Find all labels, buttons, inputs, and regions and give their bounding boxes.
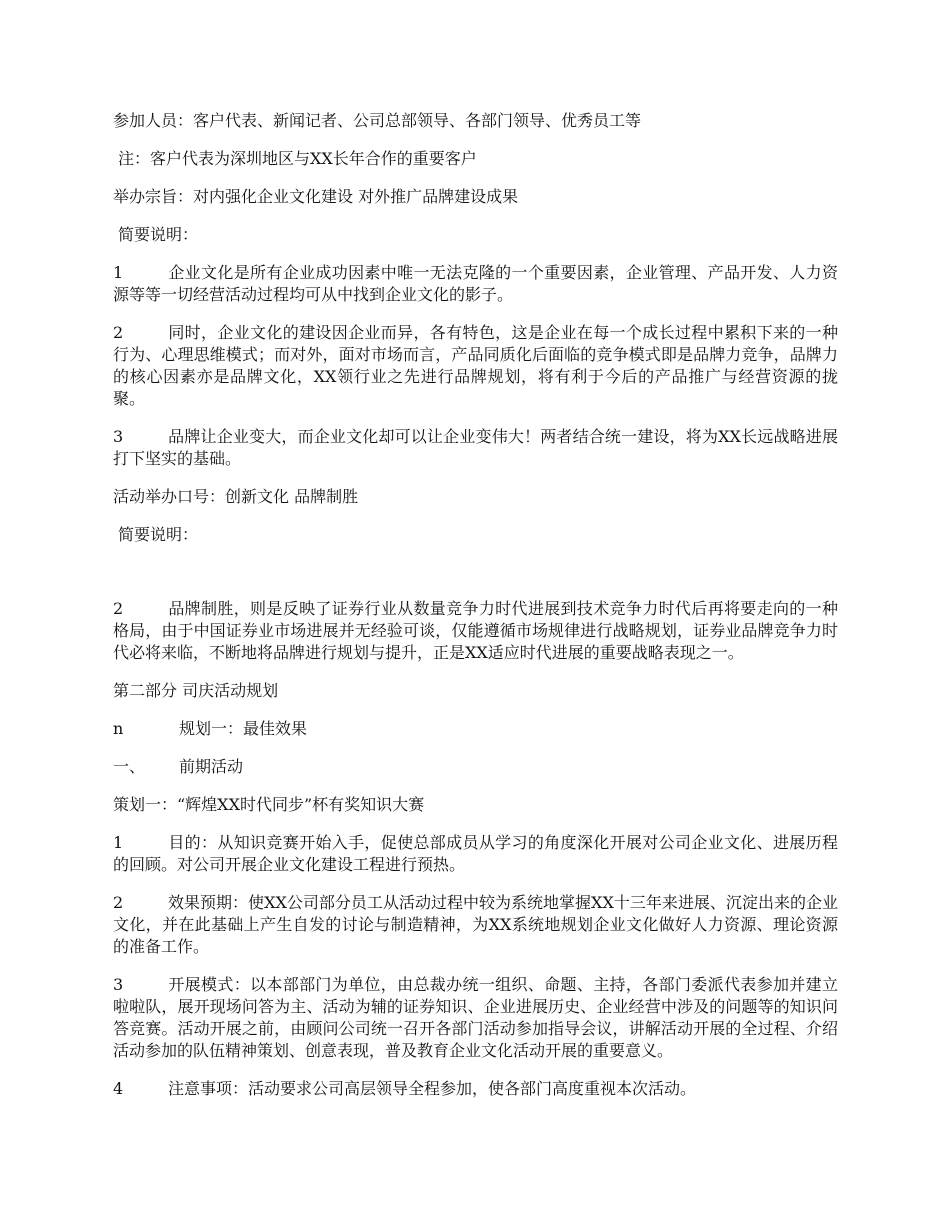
item-number: 1 — [113, 263, 124, 282]
document-body — [113, 110, 838, 1116]
item-number: 2 — [113, 323, 124, 342]
item-number: 1 — [113, 833, 124, 852]
item-text: 注意事项：活动要求公司高层领导全程参加，使各部门高度重视本次活动。 — [168, 1079, 697, 1098]
list-item — [113, 262, 838, 306]
list-item — [113, 598, 838, 664]
list-item — [113, 892, 838, 958]
item-number: n — [113, 719, 124, 738]
section-heading: 第二部分 司庆活动规划 — [113, 681, 279, 700]
item-text: 企业文化是所有企业成功因素中唯一无法克隆的一个重要因素，企业管理、产品开发、人力资源等等一切经营活动过程均可从中找到企业文化的影子。 — [113, 263, 838, 304]
list-item — [113, 322, 838, 410]
note-line: 注：客户代表为深圳地区与XX长年合作的重要客户 — [118, 149, 477, 168]
item-number: 2 — [113, 893, 124, 912]
item-text: 品牌让企业变大，而企业文化却可以让企业变伟大！两者结合统一建设，将为XX长远战略进展打下坚实的基础。 — [113, 427, 838, 468]
item-text: 同时，企业文化的建设因企业而异，各有特色，这是企业在每一个成长过程中累积下来的一种行为、心理思维模式；而对外，面对市场而言，产品同质化后面临的竞争模式即是品牌力竞争，品牌力的核心因素亦是品牌文化，XX领行业之先进行品牌规划，将有利于今后的产品推广与经营资源的拢聚。 — [113, 323, 838, 408]
item-text: 品牌制胜，则是反映了证券行业从数量竞争力时代进展到技术竞争力时代后再将要走向的一种格局，由于中国证券业市场进展并无经验可谈，仅能遵循市场规律进行战略规划，证券业品牌竞争力时代必将来临，不断地将品牌进行规划与提升，正是XX适应时代进展的重要战略表现之一。 — [113, 599, 838, 662]
slogan-line: 活动举办口号：创新文化 品牌制胜 — [113, 487, 359, 506]
item-text: 前期活动 — [179, 757, 244, 776]
item-text: 开展模式：以本部部门为单位，由总裁办统一组织、命题、主持，各部门委派代表参加并建立啦啦队，展开现场问答为主、活动为辅的证券知识、企业进展历史、企业经营中涉及的问题等的知识问答竞赛。活动开展之前，由顾问公司统一召开各部门活动参加指导会议，讲解活动开展的全过程、介绍活动参加的队伍精神策划、创意表现，普及教育企业文化活动开展的重要意义。 — [113, 975, 838, 1060]
plan-heading — [113, 718, 838, 740]
list-item — [113, 974, 838, 1062]
item-number: 4 — [113, 1079, 124, 1098]
blank-space — [113, 562, 838, 598]
list-item — [113, 832, 838, 876]
brief-heading-2: 简要说明： — [118, 525, 199, 544]
item-number: 3 — [113, 975, 124, 994]
item-number: 2 — [113, 599, 124, 618]
stage-heading — [113, 756, 838, 778]
brief-heading-1: 简要说明： — [118, 225, 199, 244]
list-item — [113, 1078, 838, 1100]
list-item — [113, 426, 838, 470]
item-text: 效果预期：使XX公司部分员工从活动过程中较为系统地掌握XX十三年来进展、沉淀出来的企业文化，并在此基础上产生自发的讨论与制造精神，为XX系统地规划企业文化做好人力资源、理论资源的准备工作。 — [113, 893, 838, 956]
item-number: 3 — [113, 427, 124, 446]
item-text: 规划一：最佳效果 — [179, 719, 308, 738]
scheme-heading: 策划一：“辉煌XX时代同步”杯有奖知识大赛 — [113, 795, 425, 814]
purpose-line: 举办宗旨：对内强化企业文化建设 对外推广品牌建设成果 — [113, 187, 519, 206]
item-number: 一、 — [113, 757, 146, 776]
item-text: 目的：从知识竞赛开始入手，促使总部成员从学习的角度深化开展对公司企业文化、进展历程的回顾。对公司开展企业文化建设工程进行预热。 — [113, 833, 838, 874]
participants-line: 参加人员：客户代表、新闻记者、公司总部领导、各部门领导、优秀员工等 — [113, 111, 642, 130]
